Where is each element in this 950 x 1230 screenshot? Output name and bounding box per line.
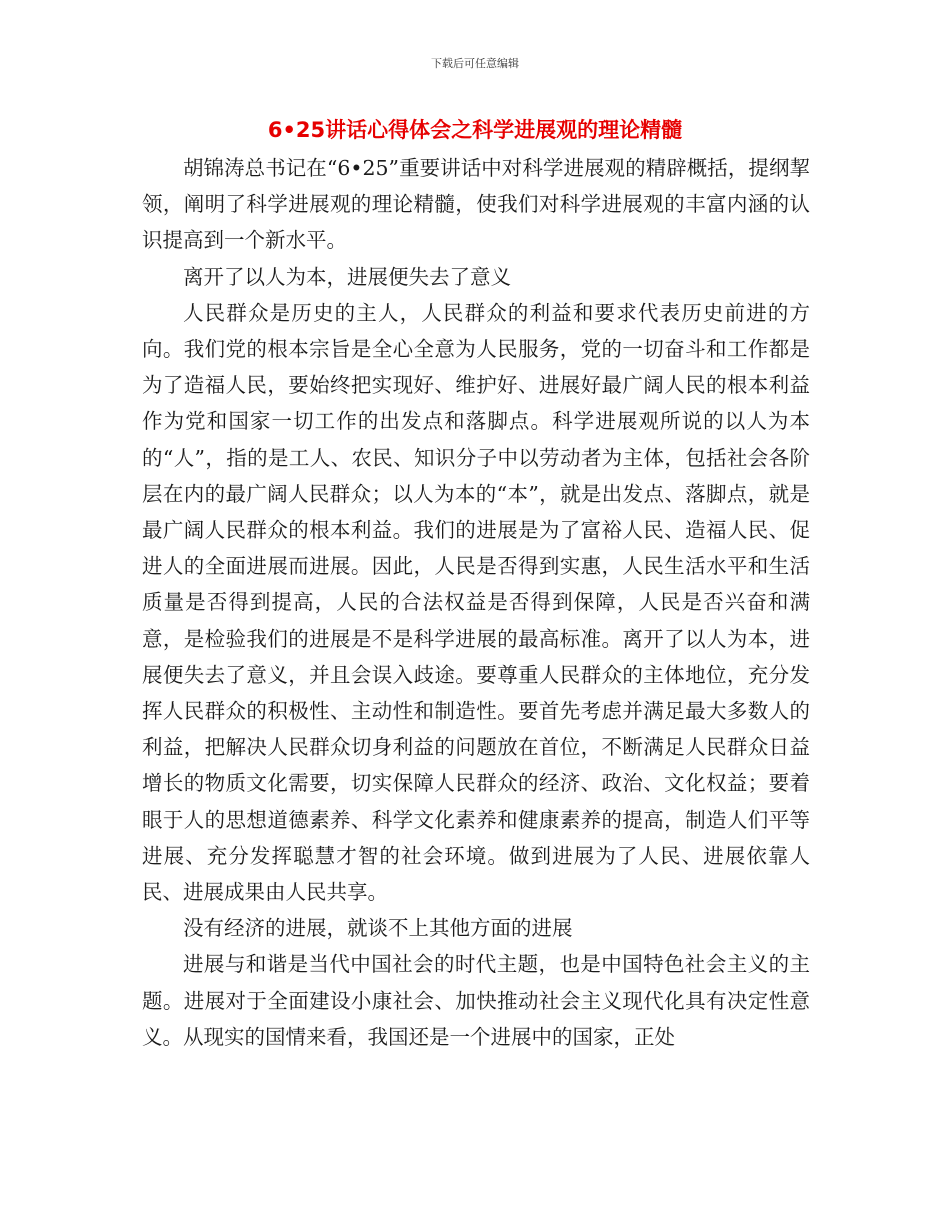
- section-heading-economic-development: 没有经济的进展，就谈不上其他方面的进展: [183, 916, 573, 941]
- document-title: 6•25讲话心得体会之科学进展观的理论精髓: [267, 118, 683, 142]
- paragraph-people-oriented: 人民群众是历史的主人，人民群众的利益和要求代表历史前进的方向。我们党的根本宗旨是全心全意为人民服务，党的一切奋斗和工作都是为了造福人民，要始终把实现好、维护好、进展好最广阔人民的根本利益作为党和国家一切工作的出发点和落脚点。科学进展观所说的以人为本的“人”，指的是工人、农民、知识分子中以劳动者为主体，包括社会各阶层在内的最广阔人民群众；以人为本的“本”，就是出发点、落脚点，就是最广阔人民群众的根本利益。我们的进展是为了富裕人民、造福人民、促进人的全面进展而进展。因此，人民是否得到实惠，人民生活水平和生活质量是否得到提高，人民的合法权益是否得到保障，人民是否兴奋和满意，是检验我们的进展是不是科学进展的最高标准。离开了以人为本，进展便失去了意义，并且会误入歧途。要尊重人民群众的主体地位，充分发挥人民群众的积极性、主动性和制造性。要首先考虑并满足最大多数人的利益，把解决人民群众切身利益的问题放在首位，不断满足人民群众日益增长的物质文化需要，切实保障人民群众的经济、政治、文化权益；要着眼于人的思想道德素养、科学文化素养和健康素养的提高，制造人们平等进展、充分发挥聪慧才智的社会环境。做到进展为了人民、进展依靠人民、进展成果由人民共享。: [142, 300, 810, 905]
- document-body: [142, 150, 810, 1055]
- section-heading-people-oriented: 离开了以人为本，进展便失去了意义: [183, 264, 511, 289]
- paragraph-intro: 胡锦涛总书记在“6•25”重要讲话中对科学进展观的精辟概括，提纲挈领，阐明了科学进展观的理论精髓，使我们对科学进展观的丰富内涵的认识提高到一个新水平。: [142, 156, 810, 253]
- header-note: 下载后可任意编辑: [431, 57, 519, 70]
- paragraph-development-harmony: 进展与和谐是当代中国社会的时代主题，也是中国特色社会主义的主题。进展对于全面建设小康社会、加快推动社会主义现代化具有决定性意义。从现实的国情来看，我国还是一个进展中的国家，正处: [142, 952, 810, 1049]
